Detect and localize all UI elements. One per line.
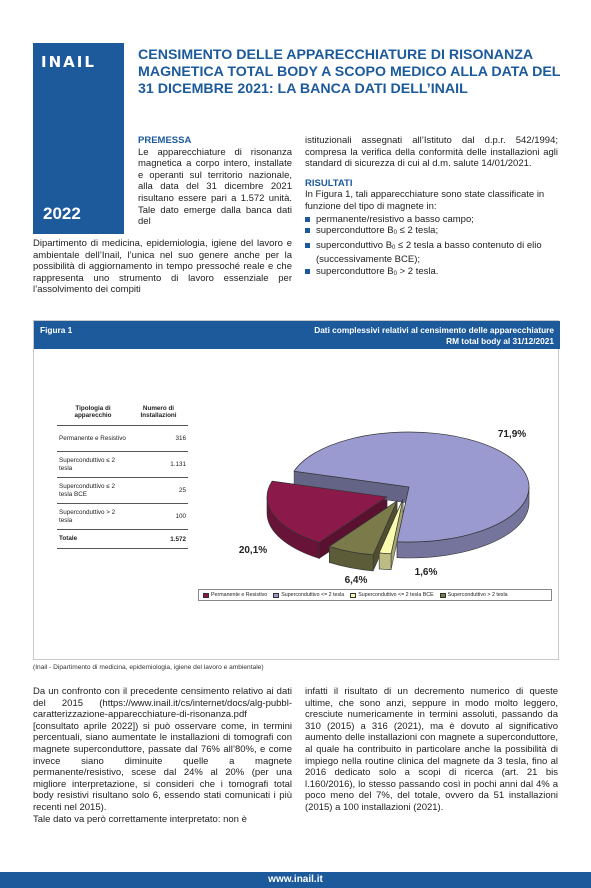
legend-item: Superconduttivo <= 2 tesla BCE xyxy=(350,592,433,598)
premessa-text-continued: Dipartimento di medicina, epidemiologia, igiene del lavoro e ambientale dell’Inail, l’unica nel suo genere anche per la possibilità di aggiornamento in tempo pressoché reale e che rappresenta uno strumento di lavoro essenziale per l’assolvimento dei compiti xyxy=(33,238,292,296)
bottom-right-column: infatti il risultato di un decremento numerico di queste ultime, che sono anzi, seppure in modo molto leggero, cresciute numericamente in termini assoluti, passando da 310 (2015) a 316 (2021), ma è dovuto al significativo aumento delle installazioni con magnete a superconduttore, al quale ha contribuito in particolare anche la possibilità di impiego nella routine clinica del magnete da 3 tesla, fino al 2016 dedicato solo a scopi di ricerca (art. 21 bis l.160/2016), lo stesso passando così in pochi anni dal 4% a poco meno del 7%, del totale, ovvero da 51 installazioni (2015) a 100 installazioni (2021). xyxy=(305,686,558,813)
pie-data-label: 1,6% xyxy=(414,567,438,578)
pie-slice-side xyxy=(379,553,391,570)
list-item: superconduttore $B_0 \le 2$ tesla; xyxy=(305,225,558,240)
legend-item: Superconduttivo > 2 tesla xyxy=(440,592,508,598)
right-column-text: istituzionali assegnati all’Istituto dal d.p.r. 542/1994; compresa la verifica della conformità delle installazioni agli standard di sicurezza di cui al d.m. salute 14/01/2021. xyxy=(305,135,558,170)
figure-header xyxy=(34,321,560,349)
chart-legend xyxy=(198,589,552,601)
figure-source: (Inail - Dipartimento di medicina, epidemiologia, igiene del lavoro e ambientale) xyxy=(33,664,264,671)
year-label: 2022 xyxy=(43,204,81,223)
right-column xyxy=(305,135,558,281)
header-block xyxy=(33,43,124,234)
legend-item: Permanente e Resistivo xyxy=(203,592,267,598)
table-row: Superconduttivo ≤ 2 tesla 1.131 xyxy=(57,451,188,477)
premessa-text: Le apparecchiature di risonanza magnetica a corpo intero, installate e operanti sul territorio nazionale, alla data del 31 dicembre 2021 risultano essere pari a 1.572 unità. Tale dato emerge dalla banca dati del xyxy=(138,146,292,228)
pie-data-label: 71,9% xyxy=(497,429,527,440)
figure-1 xyxy=(33,320,559,660)
pie-data-label: 20,1% xyxy=(238,545,268,556)
premessa-heading: PREMESSA xyxy=(138,135,192,146)
page-title: CENSIMENTO DELLE APPARECCHIATURE DI RISONANZA MAGNETICA TOTAL BODY A SCOPO MEDICO ALLA DATA DEL 31 DICEMBRE 2021: LA BANCA DATI DELL’INAIL xyxy=(138,47,561,98)
list-item: permanente/resistivo a basso campo; xyxy=(305,214,558,226)
legend-item: Superconduttivo <= 2 tesla xyxy=(273,592,344,598)
premessa-section xyxy=(138,135,292,228)
table-header: Tipologia di apparecchio Numero di Installazioni xyxy=(74,405,177,419)
footer-url: www.inail.it xyxy=(0,872,591,888)
pie-data-label: 6,4% xyxy=(344,575,368,585)
inail-logo: INAIL xyxy=(41,53,96,71)
risultati-heading: RISULTATI xyxy=(305,177,353,189)
pie-chart xyxy=(34,349,560,585)
list-item: superconduttivo $B_0 \le 2$ tesla a basso contenuto di elio (successivamente BCE); xyxy=(305,240,558,266)
figure-label: Figura 1 xyxy=(40,325,73,335)
figure-title: Dati complessivi relativi al censimento delle apparecchiature RM total body al 31/12/2021 xyxy=(314,325,554,346)
table-row: Superconduttivo ≤ 2 tesla BCE 25 xyxy=(57,477,188,503)
bottom-left-column: Da un confronto con il precedente censimento relativo ai dati del 2015 (https://www.inail.it/cs/internet/docs/alg-pubbl-caratterizzazione-apparecchiature-di-risonanza.pdf [consultato aprile 2022]) si può osservare come, in termini percentuali, siano aumentate le installazioni di tomografi con magnete superconduttore, passate dal 76% all’80%, e come invece siano diminuite quelle a magnete permanente/resistivo, scese dal 24% al 20% (per una migliore interpretazione, si consideri che i tomografi total body resistivi risultano solo 6, essendo stati comunicati i più recenti nel 2015). Tale dato va però correttamente interpretato: non è xyxy=(33,686,292,825)
table-row: Superconduttivo > 2 tesla 100 xyxy=(57,503,188,529)
list-item: superconduttore $B_0 > 2$ tesla. xyxy=(305,266,558,281)
table-total-row: Totale 1.572 xyxy=(57,529,188,549)
magnet-type-list xyxy=(305,214,558,281)
table-row: Permanente e Resistivo 316 xyxy=(57,425,188,451)
risultati-text: In Figura 1, tali apparecchiature sono state classificate in funzione del tipo di magnete in: xyxy=(305,189,545,212)
